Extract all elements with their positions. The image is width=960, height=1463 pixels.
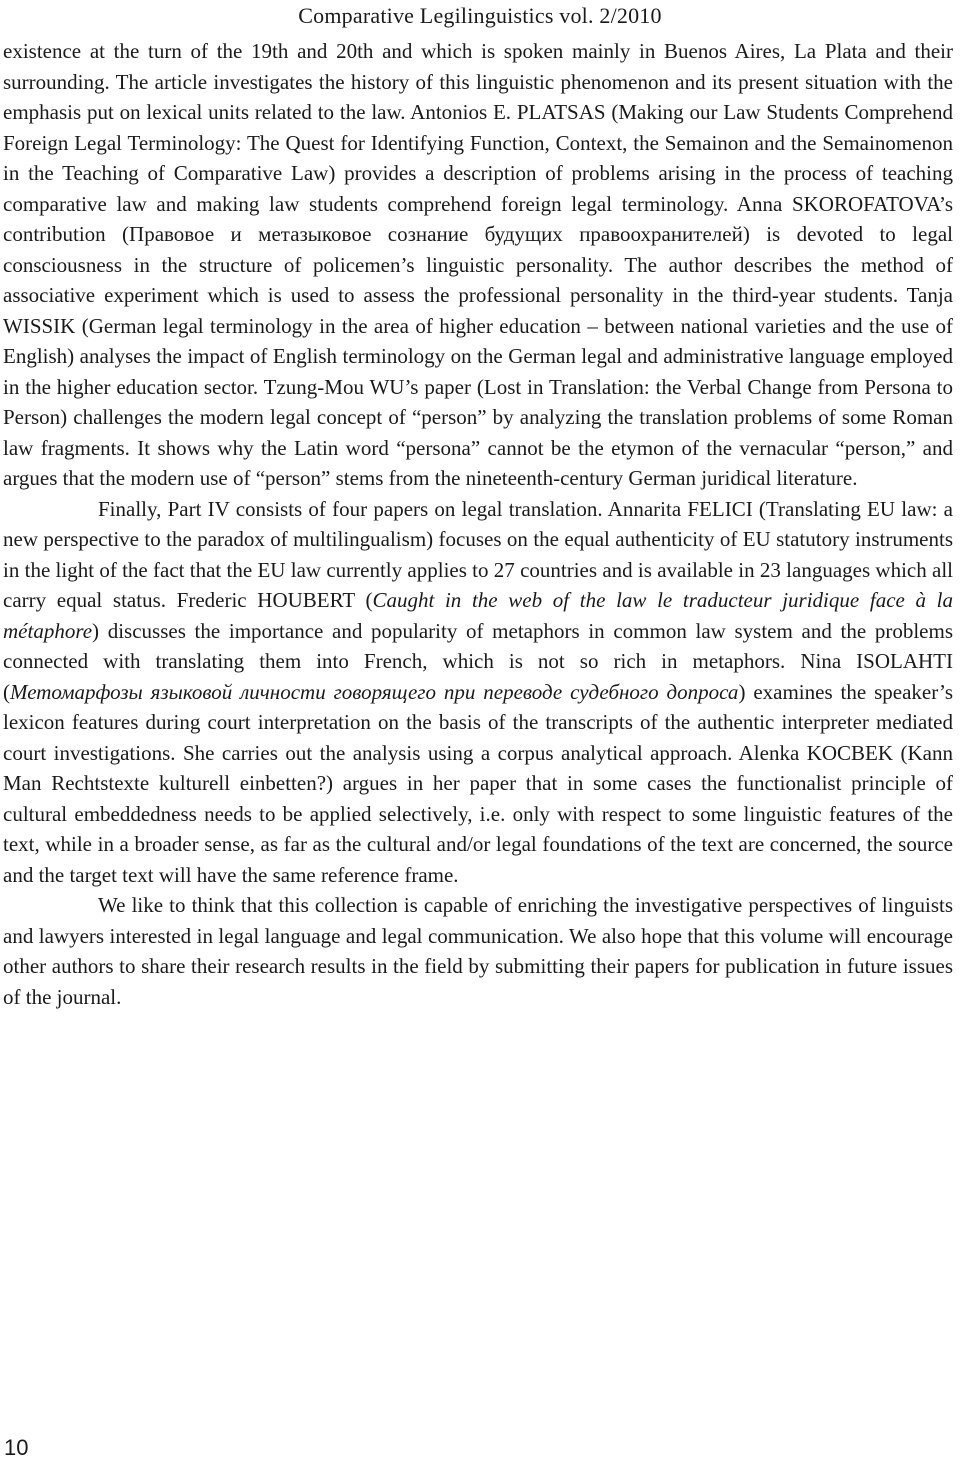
- paragraph-1: existence at the turn of the 19th and 20th and which is spoken mainly in Buenos Aires, La Plata and their surrounding. The article investigates the history of this linguistic phenomenon and its present situation with the emphasis put on lexical units related to the law. Antonios E. PLATSAS (Making our Law Students Comprehend Foreign Legal Terminology: The Quest for Identifying Function, Context, the Semainon and the Semainomenon in the Teaching of Comparative Law) provides a description of problems arising in the process of teaching comparative law and making law students comprehend foreign legal terminology. Anna SKOROFATOVA’s contribution (Правовое и метазыковое сознание будущих правоохранителей) is devoted to legal consciousness in the structure of policemen’s linguistic personality. The author describes the method of associative experiment which is used to assess the professional personality in the third-year students. Tanja WISSIK (German legal terminology in the area of higher education – between national varieties and the use of English) analyses the impact of English terminology on the German legal and administrative language employed in the higher education sector. Tzung-Mou WU’s paper (Lost in Translation: the Verbal Change from Persona to Person) challenges the modern legal concept of “person” by analyzing the translation problems of some Roman law fragments. It shows why the Latin word “persona” cannot be the etymon of the vernacular “person,” and argues that the modern use of “person” stems from the nineteenth-century German juridical literature.: [3, 39, 953, 490]
- paragraph-2: [3, 494, 953, 891]
- article-body: [3, 36, 953, 1012]
- paragraph-2-text-a: Finally, Part IV consists of four papers on legal translation. Annarita FELICI (Translating EU law: a new perspective to the paradox of multilingualism) focuses on the equal authenticity of EU statutory instruments in the light of the fact that the EU law currently applies to 27 countries and is available in 23 languages which all carry equal status. Frederic HOUBERT (: [3, 496, 953, 612]
- paragraph-2-text-c: ) examines the speaker’s lexicon features during court interpretation on the basis of the transcripts of the authentic interpreter mediated court investigations. She carries out the analysis using a corpus analytical approach. Alenka KOCBEK (Kann Man Rechtstexte kulturell einbetten?) argues in her paper that in some cases the functionalist principle of cultural embeddedness needs to be applied selectively, i.e. only with respect to some linguistic features of the text, while in a broader sense, as far as the cultural and/or legal foundations of the text are concerned, the source and the target text will have the same reference frame.: [3, 679, 953, 887]
- paragraph-2-italic-title-1: Caught in the web of the law le traducteur juridique face à la métaphore: [3, 588, 953, 643]
- page-number: 10: [4, 1435, 29, 1460]
- paragraph-2-italic-title-2: Метомарфозы языковой личности говорящего при переводе судебного допроса: [10, 679, 739, 704]
- running-header: Comparative Legilinguistics vol. 2/2010: [298, 3, 662, 28]
- paragraph-2-text-b: ) discusses the importance and popularity of metaphors in common law system and the problems connected with translating them into French, which is not so rich in metaphors. Nina ISOLAHTI (: [3, 618, 953, 704]
- paragraph-3: We like to think that this collection is capable of enriching the investigative perspectives of linguists and lawyers interested in legal language and legal communication. We also hope that this volume will encourage other authors to share their research results in the field by submitting their papers for publication in future issues of the journal.: [3, 893, 953, 1009]
